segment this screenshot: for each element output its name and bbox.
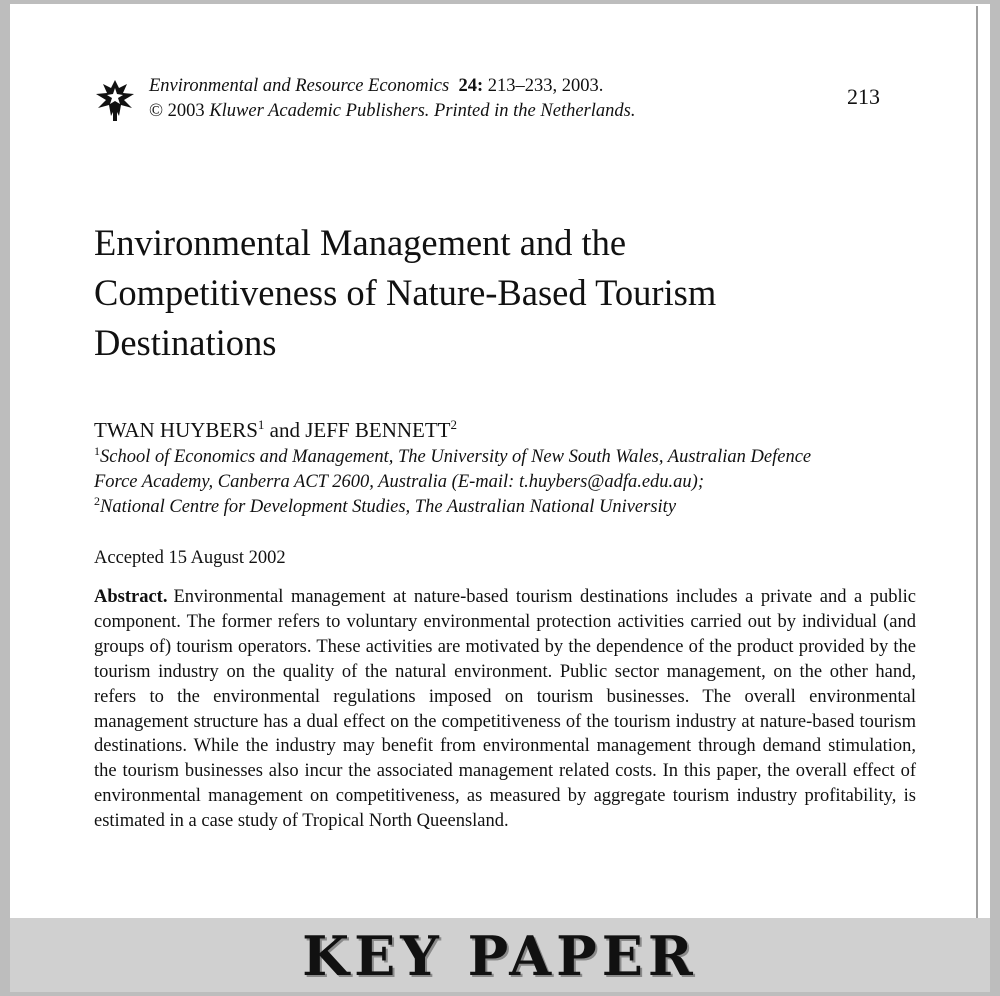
abstract-label: Abstract.: [94, 587, 168, 607]
affiliation-2-line-1: [94, 495, 924, 520]
affiliation-2-text: National Centre for Development Studies, The Australian National University: [100, 497, 677, 517]
journal-pages-year: 213–233, 2003.: [483, 76, 604, 96]
author-2: JEFF BENNETT: [305, 418, 451, 442]
affiliation-1-text: School of Economics and Management, The University of New South Wales, Australian Defence: [100, 447, 812, 467]
key-paper-label: KEY PAPER: [302, 924, 698, 988]
abstract: [94, 585, 916, 834]
copyright-year: © 2003: [149, 101, 210, 121]
title-line-2: Competitiveness of Nature-Based Tourism: [94, 272, 717, 313]
key-paper-banner: [10, 918, 990, 992]
journal-citation: [149, 74, 635, 124]
abstract-text: Environmental management at nature-based tourism destinations includes a private and a public component. The former refers to voluntary environmental protection activities carried out by individual (and groups of) tourism operators. These activities are motivated by the dependence of the product provided by the tourism industry on the quality of the natural environment. Public sector management, on the other hand, refers to the environmental regulations imposed on tourism businesses. The overall environmental management structure has a dual effect on the competitiveness of the tourism industry at nature-based tourism destinations. While the industry may benefit from environmental management through demand stimulation, the tourism businesses also incur the associated management related costs. In this paper, the overall effect of environmental management on competitiveness, as measured by aggregate tourism industry profitability, is estimated in a case study of Tropical North Queensland.: [94, 587, 916, 832]
author-list: [94, 415, 457, 445]
title-line-1: Environmental Management and the: [94, 222, 627, 263]
publisher-tree-logo-icon: [94, 78, 136, 122]
journal-name: Environmental and Resource Economics: [149, 76, 450, 96]
publisher-line: Kluwer Academic Publishers. Printed in the Netherlands.: [209, 101, 636, 121]
accepted-date: Accepted 15 August 2002: [94, 548, 286, 568]
author-conj: and: [264, 418, 306, 442]
journal-volume: 24:: [458, 76, 484, 96]
title-line-3: Destinations: [94, 322, 277, 363]
paper-title: [94, 218, 894, 368]
author-1: TWAN HUYBERS: [94, 418, 258, 442]
page-number: 213: [847, 84, 880, 109]
paper-page: [12, 6, 978, 918]
author-1-sup: 1: [257, 417, 265, 432]
affiliation-1-line-2: Force Academy, Canberra ACT 2600, Australia (E-mail: t.huybers@adfa.edu.au);: [94, 472, 704, 492]
affiliation-1-sup: 1: [94, 444, 100, 458]
affiliation-1-line-1: [94, 445, 924, 470]
journal-line-1: [149, 74, 635, 99]
journal-line-2: [149, 99, 635, 124]
affiliations: [94, 445, 924, 520]
affiliation-2-sup: 2: [94, 494, 100, 508]
author-2-sup: 2: [450, 417, 458, 432]
